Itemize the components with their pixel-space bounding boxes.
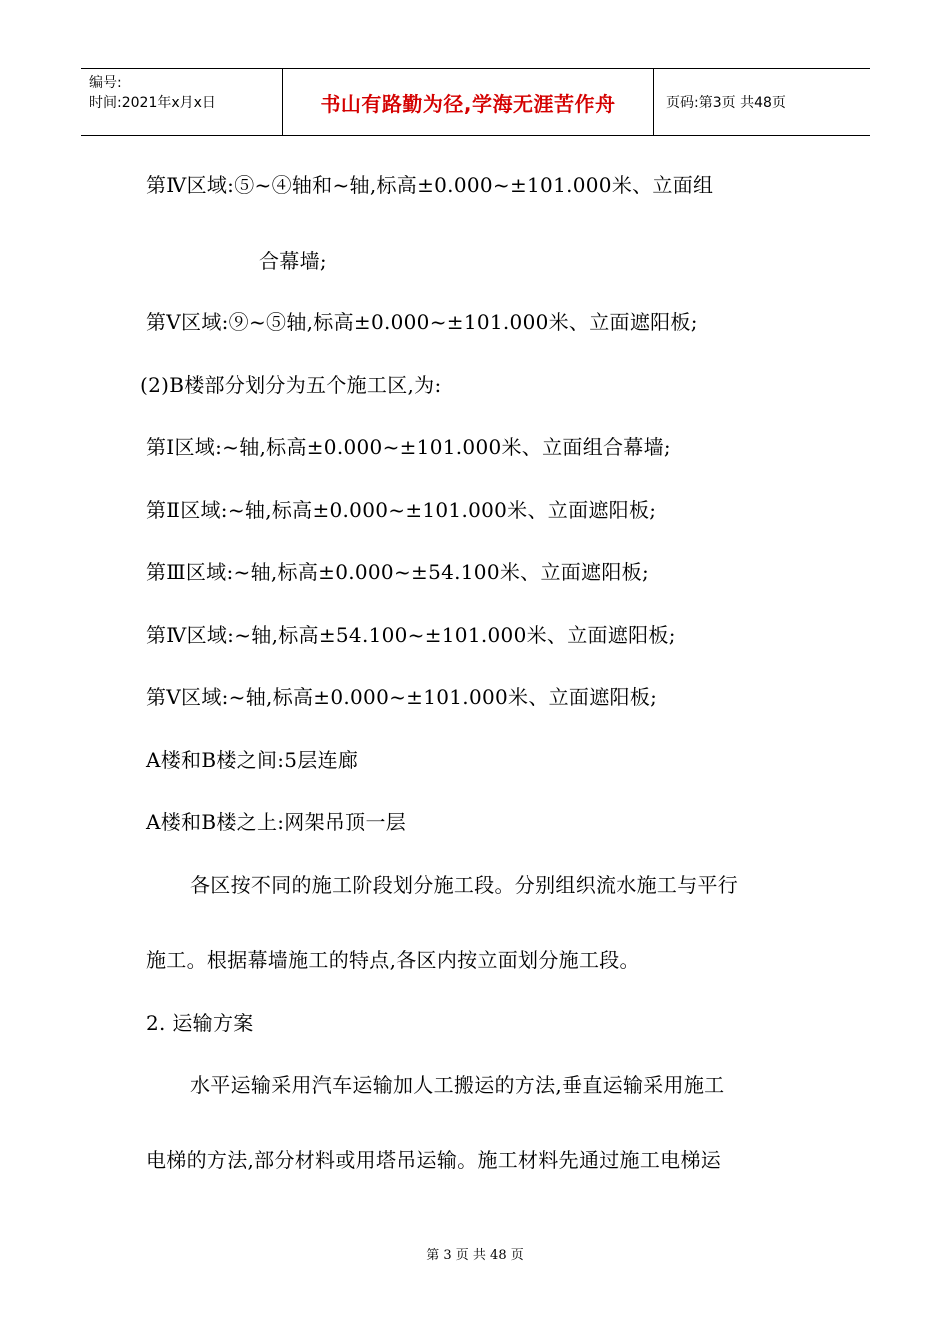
body-line-13: 施工。根据幕墙施工的特点,各区内按立面划分施工段。 bbox=[146, 948, 640, 972]
document-time-label: 时间:2021年x月x日 bbox=[89, 95, 216, 111]
body-line-6: 第Ⅱ区域:~轴,标高±0.000~±101.000米、立面遮阳板; bbox=[146, 498, 657, 522]
body-line-8: 第Ⅳ区域:~轴,标高±54.100~±101.000米、立面遮阳板; bbox=[146, 623, 676, 647]
page-footer: 第 3 页 共 48 页 bbox=[426, 1248, 524, 1263]
body-line-5: 第Ⅰ区域:~轴,标高±0.000~±101.000米、立面组合幕墙; bbox=[146, 435, 671, 459]
body-line-11: A楼和B楼之上:网架吊顶一层 bbox=[146, 810, 407, 834]
body-line-4: (2)B楼部分划分为五个施工区,为: bbox=[140, 373, 442, 397]
body-line-10: A楼和B楼之间:5层连廊 bbox=[146, 748, 359, 772]
document-number-label: 编号: bbox=[89, 75, 122, 91]
header-meta-cell bbox=[81, 69, 283, 135]
body-line-1: 第Ⅳ区域:⑤~④轴和~轴,标高±0.000~±101.000米、立面组 bbox=[146, 173, 714, 197]
section-heading-transport: 2. 运输方案 bbox=[146, 1011, 254, 1035]
body-line-16: 电梯的方法,部分材料或用塔吊运输。施工材料先通过施工电梯运 bbox=[146, 1148, 722, 1172]
body-line-2: 合幕墙; bbox=[259, 249, 327, 273]
body-line-12: 各区按不同的施工阶段划分施工段。分别组织流水施工与平行 bbox=[190, 873, 739, 897]
header-motto: 书山有路勤为径,学海无涯苦作舟 bbox=[283, 69, 654, 135]
body-line-15: 水平运输采用汽车运输加人工搬运的方法,垂直运输采用施工 bbox=[190, 1073, 725, 1097]
body-line-9: 第Ⅴ区域:~轴,标高±0.000~±101.000米、立面遮阳板; bbox=[146, 685, 658, 709]
body-line-7: 第Ⅲ区域:~轴,标高±0.000~±54.100米、立面遮阳板; bbox=[146, 560, 649, 584]
header-table bbox=[81, 68, 870, 136]
body-line-3: 第Ⅴ区域:⑨~⑤轴,标高±0.000~±101.000米、立面遮阳板; bbox=[146, 310, 698, 334]
header-page-info: 页码:第3页 共48页 bbox=[666, 95, 786, 111]
